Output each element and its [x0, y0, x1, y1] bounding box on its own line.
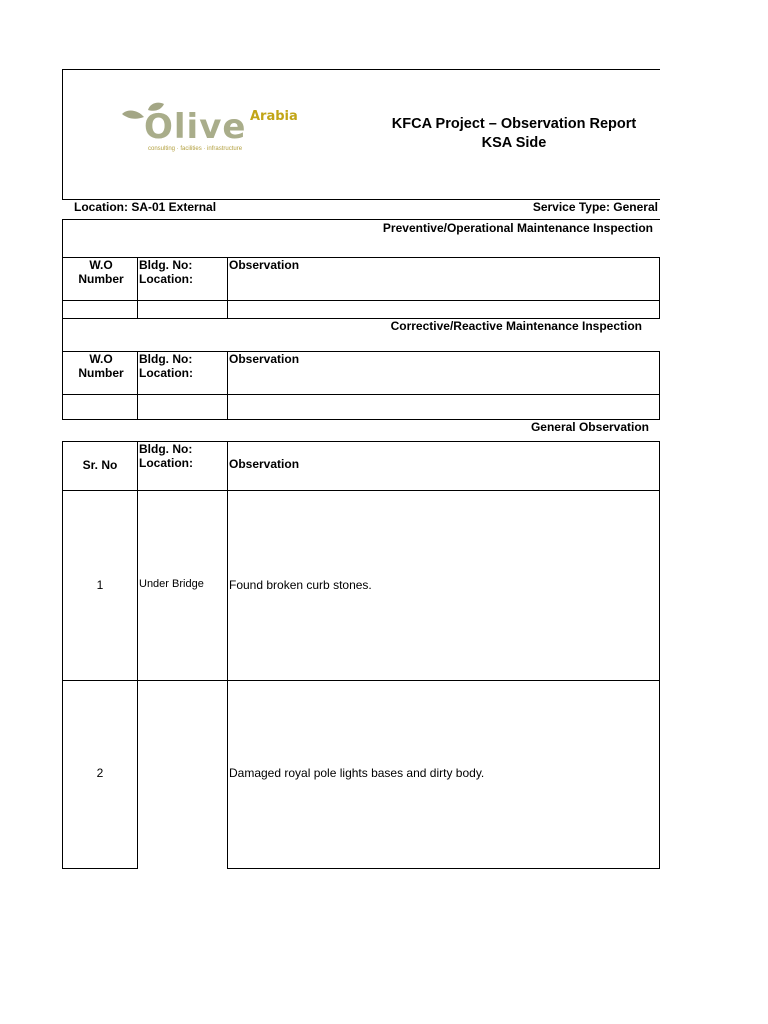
general-col-divider-2: [227, 441, 228, 869]
location-label: Location: SA-01 External: [74, 200, 217, 214]
general-col-right: [659, 441, 660, 869]
general-col-bldg-line1: Bldg. No:: [139, 442, 193, 456]
corrective-row-divider: [62, 394, 660, 395]
preventive-col-bldg-line1: Bldg. No:: [139, 258, 193, 272]
table-row-2-observation: Damaged royal pole lights bases and dirty body.: [229, 766, 485, 780]
corrective-col-bldg-line1: Bldg. No:: [139, 352, 193, 366]
general-col-bldg: [139, 442, 193, 470]
header-left-border: [62, 69, 63, 200]
general-col-divider-1: [137, 441, 138, 869]
corrective-col-divider-2: [227, 351, 228, 420]
preventive-col-divider-2: [227, 257, 228, 319]
logo-brand-main: Olive: [144, 107, 247, 147]
preventive-col-bldg: [139, 258, 193, 286]
service-type-label: Service Type: General: [532, 200, 658, 214]
preventive-col-divider-1: [137, 257, 138, 319]
corrective-col-bldg: [139, 352, 193, 380]
corrective-section-title: Corrective/Reactive Maintenance Inspection: [390, 319, 642, 333]
preventive-col-wo: W.O Number: [78, 258, 124, 286]
general-col-observation: Observation: [229, 457, 300, 471]
header-top-border: [62, 69, 660, 70]
logo-brand-sub: Arabia: [250, 109, 298, 124]
table-row-1-srno: 1: [96, 578, 104, 592]
report-title: [364, 115, 664, 153]
general-section-title: General Observation: [530, 420, 649, 434]
general-header-bottom: [62, 490, 660, 491]
table-row-1-location: Under Bridge: [139, 578, 204, 590]
table-row-2-srno: 2: [96, 766, 104, 780]
preventive-section-title: Preventive/Operational Maintenance Inspection: [382, 221, 653, 235]
report-title-line1: KFCA Project – Observation Report: [391, 116, 637, 132]
general-col-bldg-line2: Location:: [139, 456, 193, 470]
general-row1-bottom: [62, 680, 660, 681]
preventive-row-divider: [62, 300, 660, 301]
preventive-col-observation: Observation: [229, 258, 300, 272]
general-col-left: [62, 441, 63, 869]
table-row-1-observation: Found broken curb stones.: [229, 578, 372, 592]
logo-tagline: consulting · facilities · infrastructure: [148, 146, 243, 152]
corrective-col-bldg-line2: Location:: [139, 366, 193, 380]
general-row2-bottom-b: [227, 868, 660, 869]
corrective-col-observation: Observation: [229, 352, 300, 366]
preventive-top-border: [62, 219, 660, 220]
general-col-srno: Sr. No: [82, 458, 118, 472]
report-title-line2: KSA Side: [481, 135, 547, 151]
corrective-col-wo: W.O Number: [78, 352, 124, 380]
company-logo: [118, 100, 303, 160]
preventive-col-bldg-line2: Location:: [139, 272, 193, 286]
corrective-col-divider-1: [137, 351, 138, 420]
general-row2-bottom-a: [62, 868, 138, 869]
